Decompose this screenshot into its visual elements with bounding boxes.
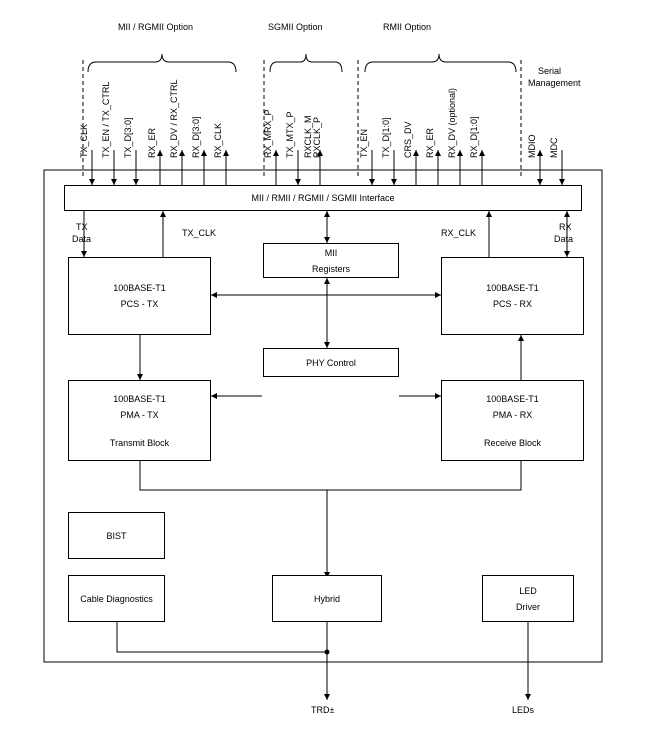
block-pma-rx: [441, 380, 584, 461]
block-bist: [68, 512, 165, 559]
group-label-mii-rgmii: MII / RGMII Option: [118, 22, 194, 32]
pin-label-tx-d30: TX_D[3:0]: [123, 117, 133, 158]
group-label-rmii: RMII Option: [383, 22, 432, 32]
pin-label-tx-en-tx-ctrl: TX_EN / TX_CTRL: [101, 81, 111, 158]
group-label-serial-management-line2: Management: [528, 78, 581, 88]
label-rx-data-line1: RX: [559, 222, 572, 232]
pin-label-rx-d30: RX_D[3:0]: [191, 116, 201, 158]
label-tx-data-line2: Data: [72, 234, 92, 244]
pin-label-rx-d10: RX_D[1:0]: [469, 116, 479, 158]
pin-label-rxclk-m: RXCLK_M: [303, 115, 313, 158]
block-pcs-tx: [68, 257, 211, 335]
pin-label-rx-er-rmii: RX_ER: [425, 127, 435, 158]
block-pcs-tx-line2: PCS - TX: [120, 299, 159, 309]
interface-bar-label: MII / RMII / RGMII / SGMII Interface: [251, 193, 395, 203]
block-pcs-rx: [441, 257, 584, 335]
interface-bar: [64, 185, 582, 211]
block-pma-tx: [68, 380, 211, 461]
block-mii-registers-line2: Registers: [311, 263, 350, 274]
block-led-driver-line1: LED: [519, 585, 537, 596]
pin-label-mdio: MDIO: [527, 134, 537, 158]
group-label-serial-management-line1: Serial: [538, 66, 562, 76]
block-led-driver-line2: Driver: [516, 601, 540, 612]
block-mii-registers: [263, 243, 399, 278]
block-pcs-rx-line2: PCS - RX: [492, 299, 532, 309]
block-hybrid: [272, 575, 382, 622]
block-pma-tx-line2: PMA - TX: [120, 409, 159, 420]
block-led-driver: [482, 575, 574, 622]
pin-label-rx-clk-pin: RX_CLK: [213, 122, 223, 158]
block-cable-diagnostics-line1: Cable Diagnostics: [80, 593, 153, 604]
block-pcs-tx-line1: 100BASE-T1: [113, 283, 166, 293]
pin-label-tx-clk: TX_CLK: [79, 123, 89, 158]
block-pma-tx-line1: 100BASE-T1: [113, 393, 166, 404]
pin-label-crs-dv: CRS_DV: [403, 121, 413, 158]
pin-label-tx-en-rmii: TX_EN: [359, 128, 369, 158]
label-tx-data-line1: TX: [76, 222, 88, 232]
block-pma-tx-line3: Transmit Block: [109, 437, 170, 448]
label-tx-clk-internal: TX_CLK: [182, 228, 217, 238]
label-rx-data-line2: Data: [554, 234, 574, 244]
pin-label-tx-mtx-p: TX_MTX_P: [285, 111, 295, 158]
block-cable-diagnostics: [68, 575, 165, 622]
output-label-leds: LEDs: [512, 705, 535, 715]
pin-label-rxclk-p: RXCLK_P: [312, 116, 322, 158]
label-rx-clk-internal: RX_CLK: [441, 228, 477, 238]
pin-label-tx-d10: TX_D[1:0]: [381, 117, 391, 158]
pin-label-rx-dv-rx-ctrl: RX_DV / RX_CTRL: [169, 79, 179, 158]
block-mii-registers-line1: MII: [324, 247, 338, 258]
block-pma-rx-line2: PMA - RX: [492, 409, 533, 420]
block-bist-line1: BIST: [106, 530, 127, 541]
block-phy-control: [263, 348, 399, 377]
pin-label-rx-er-mii: RX_ER: [147, 127, 157, 158]
block-phy-control-line1: PHY Control: [306, 357, 356, 368]
block-hybrid-line1: Hybrid: [313, 593, 340, 604]
pin-label-rx-mrx-p: RX_MRX_P: [263, 109, 273, 158]
group-label-sgmii: SGMII Option: [268, 22, 323, 32]
pin-label-rx-dv-optional: RX_DV (optional): [447, 87, 457, 158]
block-pma-rx-line3: Receive Block: [483, 437, 542, 448]
block-pma-rx-line1: 100BASE-T1: [486, 393, 539, 404]
pin-label-mdc: MDC: [549, 137, 559, 158]
output-label-trd: TRD±: [311, 705, 335, 715]
block-pcs-rx-line1: 100BASE-T1: [486, 283, 539, 293]
